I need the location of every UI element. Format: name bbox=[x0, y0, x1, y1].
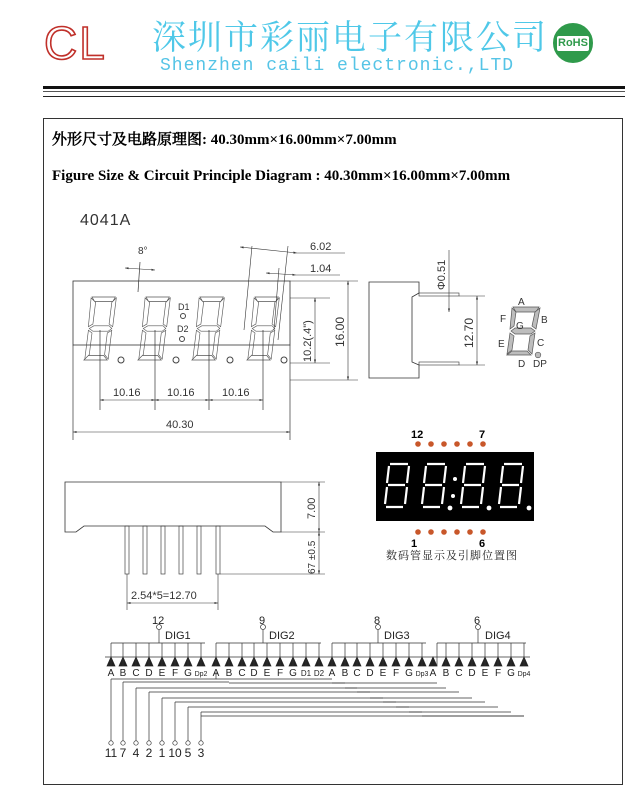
dot-label-d1: D1 bbox=[178, 302, 190, 312]
company-logo: CL bbox=[44, 17, 107, 69]
seg-g: G bbox=[289, 668, 297, 679]
seg-e: E bbox=[481, 668, 489, 679]
title-english: Figure Size & Circuit Principle Diagram : 40.30mm×16.00mm×7.00mm bbox=[52, 168, 511, 184]
seg-b: B bbox=[225, 668, 233, 679]
dig3-pin: 8 bbox=[374, 615, 381, 627]
seg-f: F bbox=[494, 668, 502, 679]
digit-height-dim: 10.2(.4") bbox=[302, 320, 314, 362]
seg-d: D bbox=[250, 668, 258, 679]
seg-f: F bbox=[171, 668, 179, 679]
circuit-diagram bbox=[105, 625, 530, 746]
dig3-label: DIG3 bbox=[384, 630, 410, 642]
seg-label-c: C bbox=[537, 338, 545, 349]
seg-d2: D2 bbox=[313, 669, 325, 678]
front-view bbox=[73, 241, 358, 440]
seg-a: A bbox=[107, 668, 115, 679]
seg-b: B bbox=[119, 668, 127, 679]
pin-position-caption: 数码管显示及引脚位置图 bbox=[386, 550, 518, 562]
segment-pin: 10 bbox=[168, 746, 182, 760]
bottom-view bbox=[65, 482, 325, 610]
total-height-dim: 16.00 bbox=[333, 316, 347, 347]
dig2-pin: 9 bbox=[259, 615, 266, 627]
seg-label-dp: DP bbox=[533, 359, 547, 370]
seg-f: F bbox=[392, 668, 400, 679]
dig4-label: DIG4 bbox=[485, 630, 511, 642]
pin-label-6: 6 bbox=[479, 538, 486, 550]
seg-g: G bbox=[184, 668, 192, 679]
company-name-cn: 深圳市彩丽电子有限公司 bbox=[152, 18, 548, 58]
pin-length-dim: 67 ±0.5 bbox=[307, 540, 318, 574]
pin-position-diagram bbox=[376, 429, 534, 550]
seg-c: C bbox=[238, 668, 246, 679]
seg-d: D bbox=[366, 668, 374, 679]
segment-pin: 5 bbox=[184, 746, 192, 760]
pin-diameter-dim: Φ0.51 bbox=[436, 259, 448, 290]
seg-g: G bbox=[405, 668, 413, 679]
segment-legend bbox=[507, 307, 541, 358]
seg-c: C bbox=[353, 668, 361, 679]
segment-pin: 4 bbox=[132, 746, 140, 760]
seg-d: D bbox=[468, 668, 476, 679]
seg-dp: Dp3 bbox=[415, 671, 429, 678]
seg-label-b: B bbox=[541, 315, 548, 326]
segment-thickness-dim: 1.04 bbox=[310, 263, 332, 275]
seg-g: G bbox=[507, 668, 515, 679]
seg-label-g: G bbox=[516, 321, 524, 332]
body-depth-dim: 7.00 bbox=[306, 497, 318, 519]
pin-label-1: 1 bbox=[411, 538, 418, 550]
seg-d1: D1 bbox=[300, 669, 312, 678]
pin-pitch-dim: 2.54*5=12.70 bbox=[131, 590, 197, 602]
dot-label-d2: D2 bbox=[177, 324, 189, 334]
seg-label-d: D bbox=[518, 359, 526, 370]
seg-a: A bbox=[328, 668, 336, 679]
segment-pin: 7 bbox=[119, 746, 127, 760]
seg-f: F bbox=[276, 668, 284, 679]
pin-label-7: 7 bbox=[479, 429, 486, 441]
pitch-dim: 10.16 bbox=[222, 387, 250, 399]
title-chinese: 外形尺寸及电路原理图: 40.30mm×16.00mm×7.00mm bbox=[52, 132, 397, 148]
angle-dim: 8° bbox=[138, 246, 148, 257]
dig1-pin: 12 bbox=[152, 615, 165, 627]
dig1-label: DIG1 bbox=[165, 630, 191, 642]
seg-c: C bbox=[132, 668, 140, 679]
seg-c: C bbox=[455, 668, 463, 679]
dig4-pin: 6 bbox=[474, 615, 481, 627]
seg-label-e: E bbox=[498, 339, 505, 350]
segment-width-dim: 6.02 bbox=[310, 241, 332, 253]
pitch-dim: 10.16 bbox=[167, 387, 195, 399]
seg-e: E bbox=[263, 668, 271, 679]
segment-pin: 11 bbox=[104, 746, 118, 760]
segment-pin: 2 bbox=[145, 746, 153, 760]
seg-e: E bbox=[379, 668, 387, 679]
rohs-text: RoHS bbox=[558, 37, 588, 49]
seg-b: B bbox=[341, 668, 349, 679]
seg-dp: Dp4 bbox=[517, 671, 531, 678]
seg-a: A bbox=[429, 668, 437, 679]
pin-spacing-dim: 12.70 bbox=[462, 317, 476, 348]
seg-dp: Dp2 bbox=[194, 671, 208, 678]
pitch-dim: 10.16 bbox=[113, 387, 141, 399]
seg-b: B bbox=[442, 668, 450, 679]
company-name-en: Shenzhen caili electronic.,LTD bbox=[160, 56, 515, 76]
seg-label-f: F bbox=[500, 314, 507, 325]
seg-a: A bbox=[212, 668, 220, 679]
total-width-dim: 40.30 bbox=[166, 419, 194, 431]
seg-d: D bbox=[145, 668, 153, 679]
segment-pin: 1 bbox=[158, 746, 166, 760]
side-view bbox=[369, 250, 485, 378]
seg-e: E bbox=[158, 668, 166, 679]
seg-label-a: A bbox=[518, 297, 525, 308]
dig2-label: DIG2 bbox=[269, 630, 295, 642]
model-number: 4041A bbox=[80, 212, 132, 229]
pin-label-12: 12 bbox=[411, 429, 424, 441]
segment-pin: 3 bbox=[197, 746, 205, 760]
